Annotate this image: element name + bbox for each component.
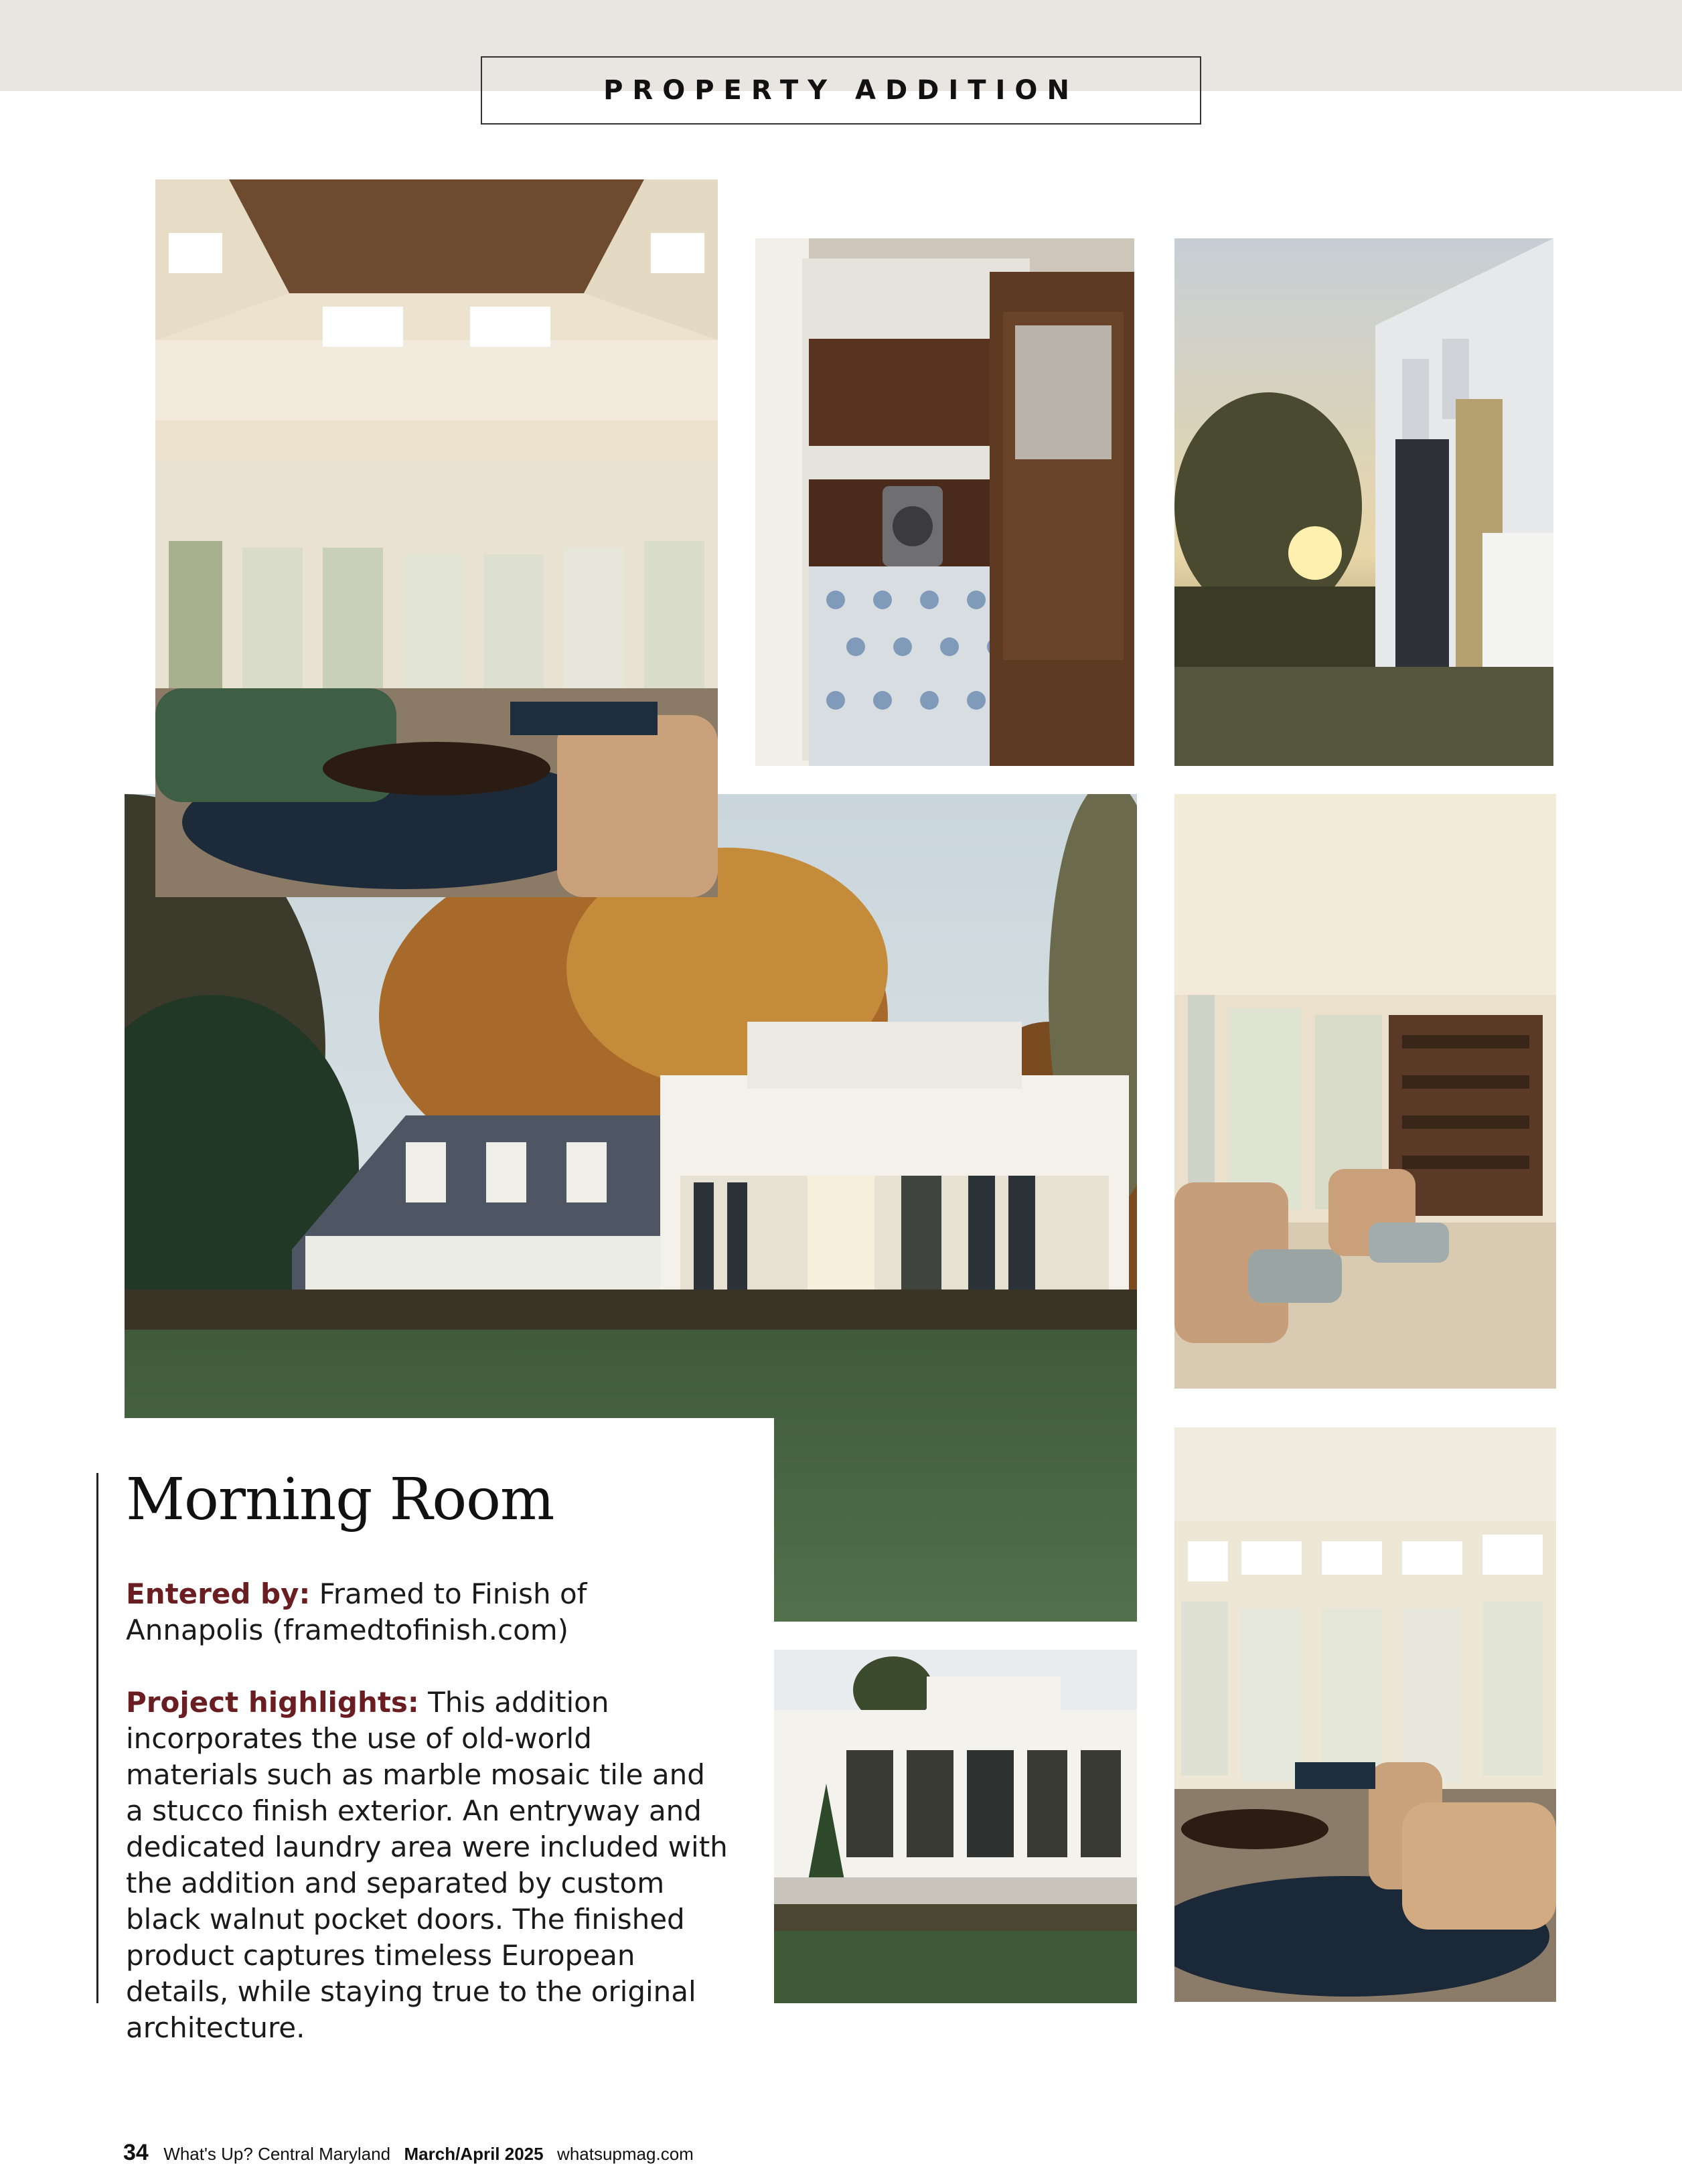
entered-by-label: Entered by: [126,1577,311,1610]
article-title: Morning Room [126,1466,554,1533]
page-number: 34 [123,2140,149,2165]
highlights-text: This addition incorporates the use of old-world materials such as marble mosaic tile and a stucco finish exterior. An entryway and dedicated laundry area were included with the addition and separated by custom black walnut pocket doors. The finished product captures timeless European details, while staying true to the original architecture. [126,1686,728,2044]
entered-by-paragraph [126,1576,729,1648]
article-rule [96,1473,98,2003]
rotunda-living-photo [1174,1427,1556,2002]
exterior-patio-photo [773,1650,1137,2003]
highlights-paragraph [126,1685,729,2046]
magazine-name: What's Up? Central Maryland [163,2144,391,2164]
section-label: PROPERTY ADDITION [603,75,1079,106]
website: whatsupmag.com [557,2144,694,2164]
highlights-label: Project highlights: [126,1686,419,1719]
entered-by-text: Framed to Finish of Annapolis (framedtofinish.com) [126,1577,587,1646]
issue-date: March/April 2025 [404,2144,544,2164]
laundry-room-photo [755,238,1134,766]
section-label-box [481,56,1201,125]
page-footer [123,2140,694,2166]
rotunda-interior-photo [155,179,718,897]
sitting-nook-photo [1174,794,1556,1389]
exterior-sunset-photo [1174,238,1553,766]
